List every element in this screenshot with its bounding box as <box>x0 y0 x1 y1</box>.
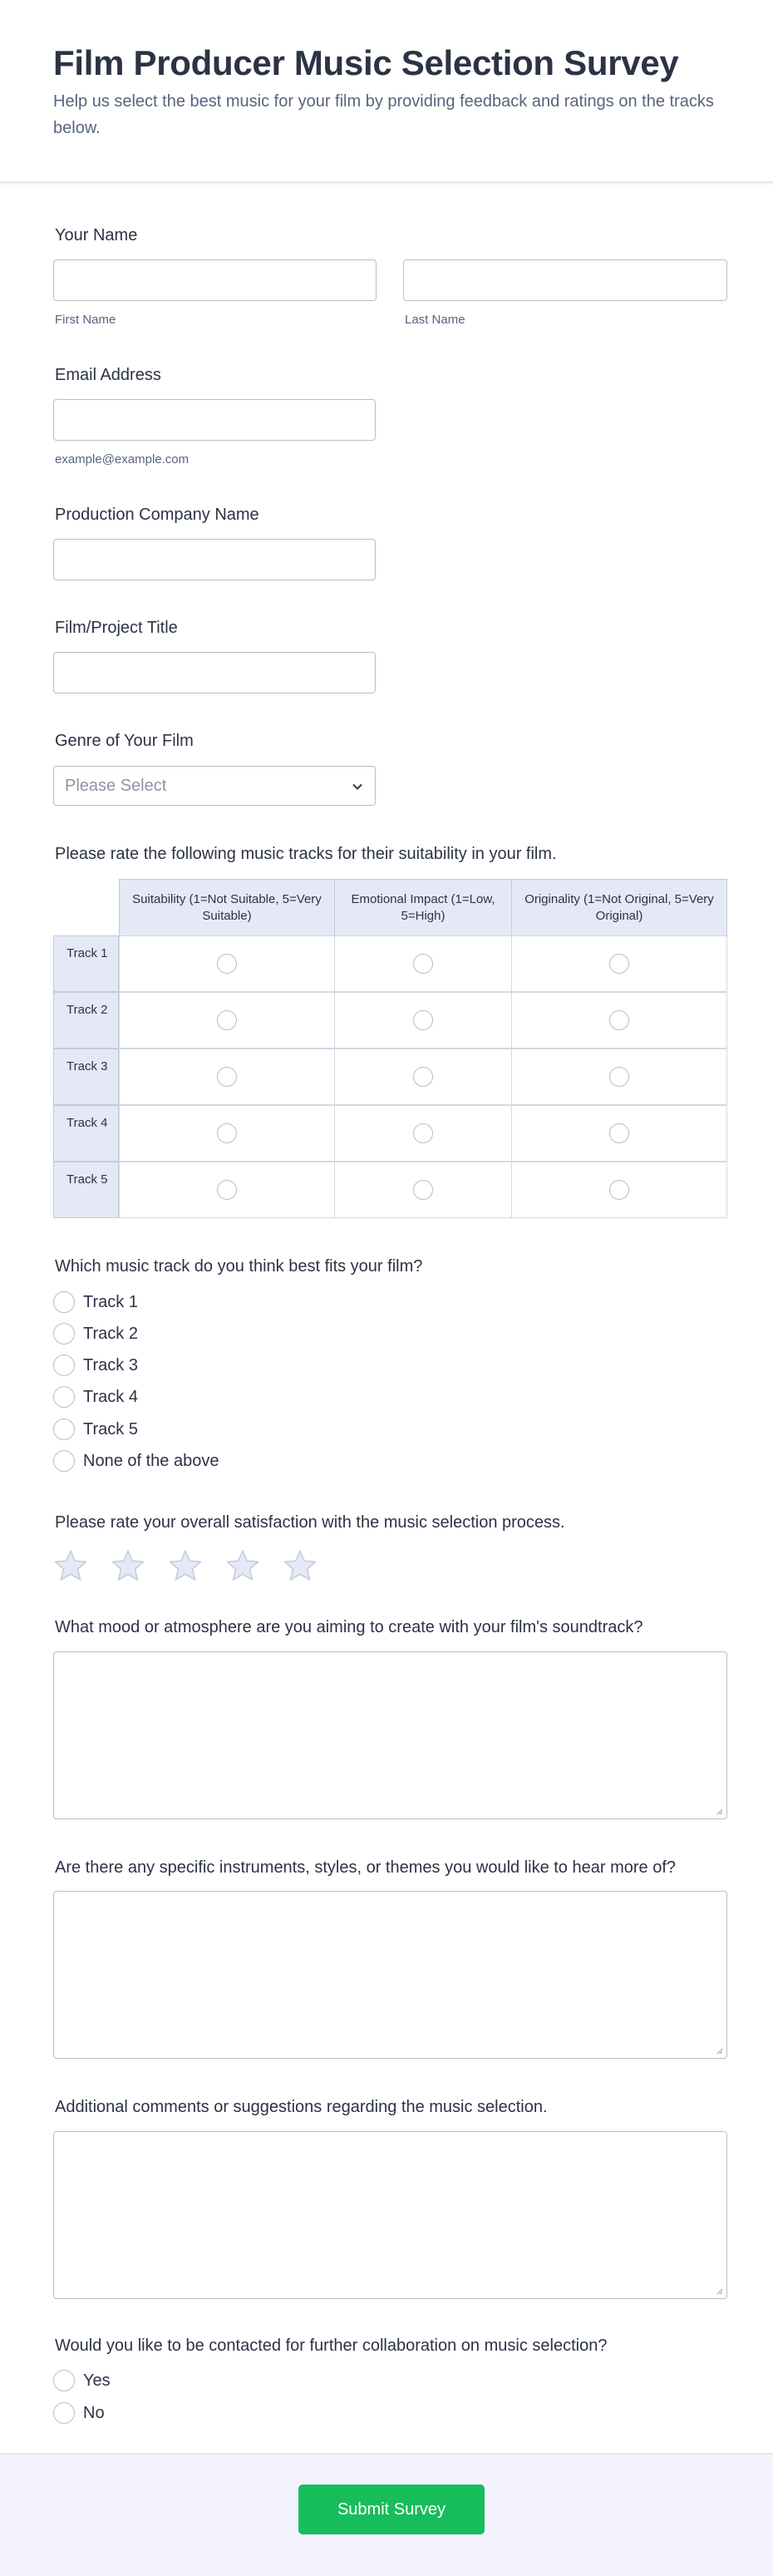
radio-button[interactable] <box>53 1386 75 1408</box>
option-label: None of the above <box>83 1451 219 1470</box>
form-footer <box>0 2453 773 2576</box>
contact-question: Would you like to be contacted for further collaboration on music selection? <box>55 2337 608 2355</box>
matrix-radio[interactable] <box>609 1180 629 1200</box>
matrix-cell <box>511 1049 727 1105</box>
matrix-col-suitability: Suitability (1=Not Suitable, 5=Very Suitable) <box>119 879 335 937</box>
genre-select[interactable] <box>53 766 376 806</box>
genre-select-value: Please Select <box>65 777 167 795</box>
resize-grip-icon[interactable] <box>715 1807 723 1815</box>
chevron-down-icon <box>352 781 363 792</box>
matrix-cell <box>119 1105 335 1162</box>
form-header <box>0 0 773 183</box>
option-label: No <box>83 2403 105 2422</box>
email-label: Email Address <box>55 366 161 384</box>
email-input[interactable] <box>53 399 376 441</box>
matrix-radio[interactable] <box>217 1123 237 1143</box>
matrix-cell <box>334 1162 512 1218</box>
comments-textarea[interactable] <box>53 2131 727 2299</box>
matrix-cell <box>119 1049 335 1105</box>
instruments-textarea[interactable] <box>53 1891 727 2059</box>
best-track-option[interactable] <box>53 1386 138 1408</box>
matrix-radio[interactable] <box>413 1010 433 1030</box>
matrix-row-track-4: Track 4 <box>53 1105 119 1162</box>
mood-textarea[interactable] <box>53 1651 727 1819</box>
best-track-option[interactable] <box>53 1323 138 1345</box>
submit-button[interactable]: Submit Survey <box>298 2485 485 2534</box>
matrix-radio[interactable] <box>413 1123 433 1143</box>
last-name-sublabel: Last Name <box>405 313 465 327</box>
matrix-col-emotional-impact: Emotional Impact (1=Low, 5=High) <box>334 879 512 937</box>
radio-button[interactable] <box>53 1355 75 1376</box>
instruments-question: Are there any specific instruments, styles, or themes you would like to hear more of? <box>55 1858 677 1877</box>
radio-button[interactable] <box>53 1291 75 1313</box>
matrix-cell <box>511 1105 727 1162</box>
company-input[interactable] <box>53 539 376 580</box>
option-label: Track 3 <box>83 1355 138 1374</box>
matrix-cell <box>511 992 727 1049</box>
matrix-radio[interactable] <box>217 1180 237 1200</box>
matrix-radio[interactable] <box>413 1067 433 1087</box>
matrix-row-track-1: Track 1 <box>53 935 119 992</box>
radio-button[interactable] <box>53 1450 75 1472</box>
page-title: Film Producer Music Selection Survey <box>53 43 679 82</box>
matrix-cell <box>119 1162 335 1218</box>
page-subtitle: Help us select the best music for your film by providing feedback and ratings on the tracks below. <box>53 92 714 137</box>
satisfaction-question: Please rate your overall satisfaction with the music selection process. <box>55 1513 565 1532</box>
star-icon[interactable] <box>225 1548 260 1583</box>
mood-question: What mood or atmosphere are you aiming to create with your film's soundtrack? <box>55 1618 643 1636</box>
project-input[interactable] <box>53 652 376 693</box>
matrix-cell <box>511 1162 727 1218</box>
best-track-option[interactable] <box>53 1450 219 1472</box>
matrix-row-track-5: Track 5 <box>53 1162 119 1218</box>
best-track-question: Which music track do you think best fits your film? <box>55 1257 423 1276</box>
matrix-cell <box>334 1049 512 1105</box>
best-track-option[interactable] <box>53 1355 138 1376</box>
option-label: Track 4 <box>83 1387 138 1406</box>
matrix-row-track-2: Track 2 <box>53 992 119 1049</box>
matrix-question: Please rate the following music tracks for their suitability in your film. <box>55 845 557 863</box>
matrix-col-originality: Originality (1=Not Original, 5=Very Original) <box>511 879 727 937</box>
matrix-radio[interactable] <box>413 954 433 974</box>
first-name-input[interactable] <box>53 259 377 301</box>
radio-button[interactable] <box>53 2370 75 2391</box>
matrix-radio[interactable] <box>217 1067 237 1087</box>
option-label: Track 1 <box>83 1292 138 1311</box>
resize-grip-icon[interactable] <box>715 2046 723 2055</box>
option-label: Yes <box>83 2371 111 2390</box>
last-name-input[interactable] <box>403 259 727 301</box>
contact-option-no[interactable] <box>53 2402 105 2424</box>
genre-label: Genre of Your Film <box>55 732 194 750</box>
option-label: Track 2 <box>83 1324 138 1343</box>
best-track-option[interactable] <box>53 1291 138 1313</box>
radio-button[interactable] <box>53 2402 75 2424</box>
comments-question: Additional comments or suggestions regarding the music selection. <box>55 2098 548 2116</box>
matrix-radio[interactable] <box>217 1010 237 1030</box>
matrix-radio[interactable] <box>609 1123 629 1143</box>
matrix-radio[interactable] <box>609 1010 629 1030</box>
star-icon[interactable] <box>168 1548 203 1583</box>
matrix-radio[interactable] <box>413 1180 433 1200</box>
radio-button[interactable] <box>53 1419 75 1440</box>
star-rating <box>53 1548 340 1583</box>
contact-option-yes[interactable] <box>53 2370 111 2391</box>
matrix-radio[interactable] <box>609 954 629 974</box>
matrix-cell <box>119 935 335 992</box>
matrix-row-track-3: Track 3 <box>53 1049 119 1105</box>
matrix-radio[interactable] <box>609 1067 629 1087</box>
best-track-option[interactable] <box>53 1419 138 1440</box>
email-sublabel: example@example.com <box>55 452 190 466</box>
star-icon[interactable] <box>53 1548 88 1583</box>
radio-button[interactable] <box>53 1323 75 1345</box>
matrix-cell <box>334 992 512 1049</box>
matrix-cell <box>334 935 512 992</box>
matrix-radio[interactable] <box>217 954 237 974</box>
star-icon[interactable] <box>111 1548 145 1583</box>
matrix-cell <box>511 935 727 992</box>
star-icon[interactable] <box>283 1548 318 1583</box>
first-name-sublabel: First Name <box>55 313 116 327</box>
company-label: Production Company Name <box>55 506 259 524</box>
option-label: Track 5 <box>83 1419 138 1439</box>
project-label: Film/Project Title <box>55 619 178 637</box>
matrix-cell <box>119 992 335 1049</box>
matrix-cell <box>334 1105 512 1162</box>
name-label: Your Name <box>55 226 138 244</box>
resize-grip-icon[interactable] <box>715 2287 723 2295</box>
